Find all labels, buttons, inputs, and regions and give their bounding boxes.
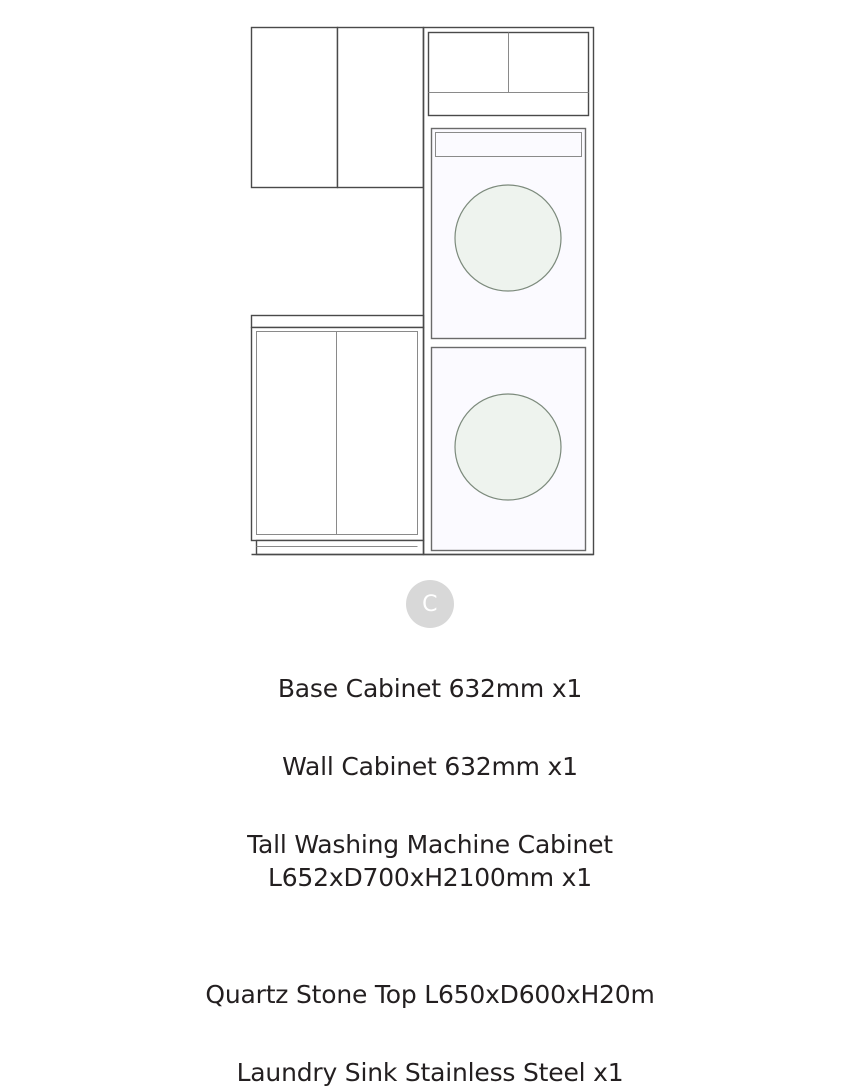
caption-item-base-cabinet	[0, 630, 860, 708]
wall-cabinet-right-door	[338, 28, 424, 188]
caption-main: Laundry Sink Stainless Steel x1	[236, 1058, 624, 1087]
caption-item-tall-washing-machine-cabinet	[0, 786, 860, 936]
washing-machine-lower-drum	[455, 394, 561, 500]
quartz-stone-top-group	[252, 316, 424, 328]
base-cabinet-plinth	[257, 541, 424, 555]
washing-machine-upper-panel	[436, 133, 582, 157]
wall-cabinet-group	[252, 28, 424, 188]
base-cabinet-left-door	[257, 332, 337, 535]
base-cabinet-group	[252, 328, 424, 555]
tall-cabinet-top-door-group	[429, 33, 589, 116]
caption-item-laundry-sink	[0, 1014, 860, 1092]
caption-main: Quartz Stone Top L650xD600xH20m	[205, 980, 655, 1009]
washing-machine-upper-drum	[455, 185, 561, 291]
quartz-stone-top	[252, 316, 424, 328]
diagram-badge-wrapper	[0, 575, 860, 633]
caption-main: Base Cabinet 632mm x1	[277, 674, 583, 703]
caption-main: Tall Washing Machine Cabinet	[247, 830, 613, 859]
caption-main: Wall Cabinet 632mm x1	[282, 752, 578, 781]
washing-machine-lower-group	[432, 348, 586, 551]
base-cabinet-right-door	[337, 332, 418, 535]
parts-caption-list	[0, 630, 860, 1092]
diagram-badge: C	[406, 580, 454, 628]
caption-item-quartz-stone-top	[0, 936, 860, 1014]
washing-machine-upper-group	[432, 129, 586, 339]
caption-item-wall-cabinet	[0, 708, 860, 786]
caption-sub: L652xD700xH2100mm x1	[268, 863, 592, 892]
wall-cabinet-left-door	[252, 28, 338, 188]
